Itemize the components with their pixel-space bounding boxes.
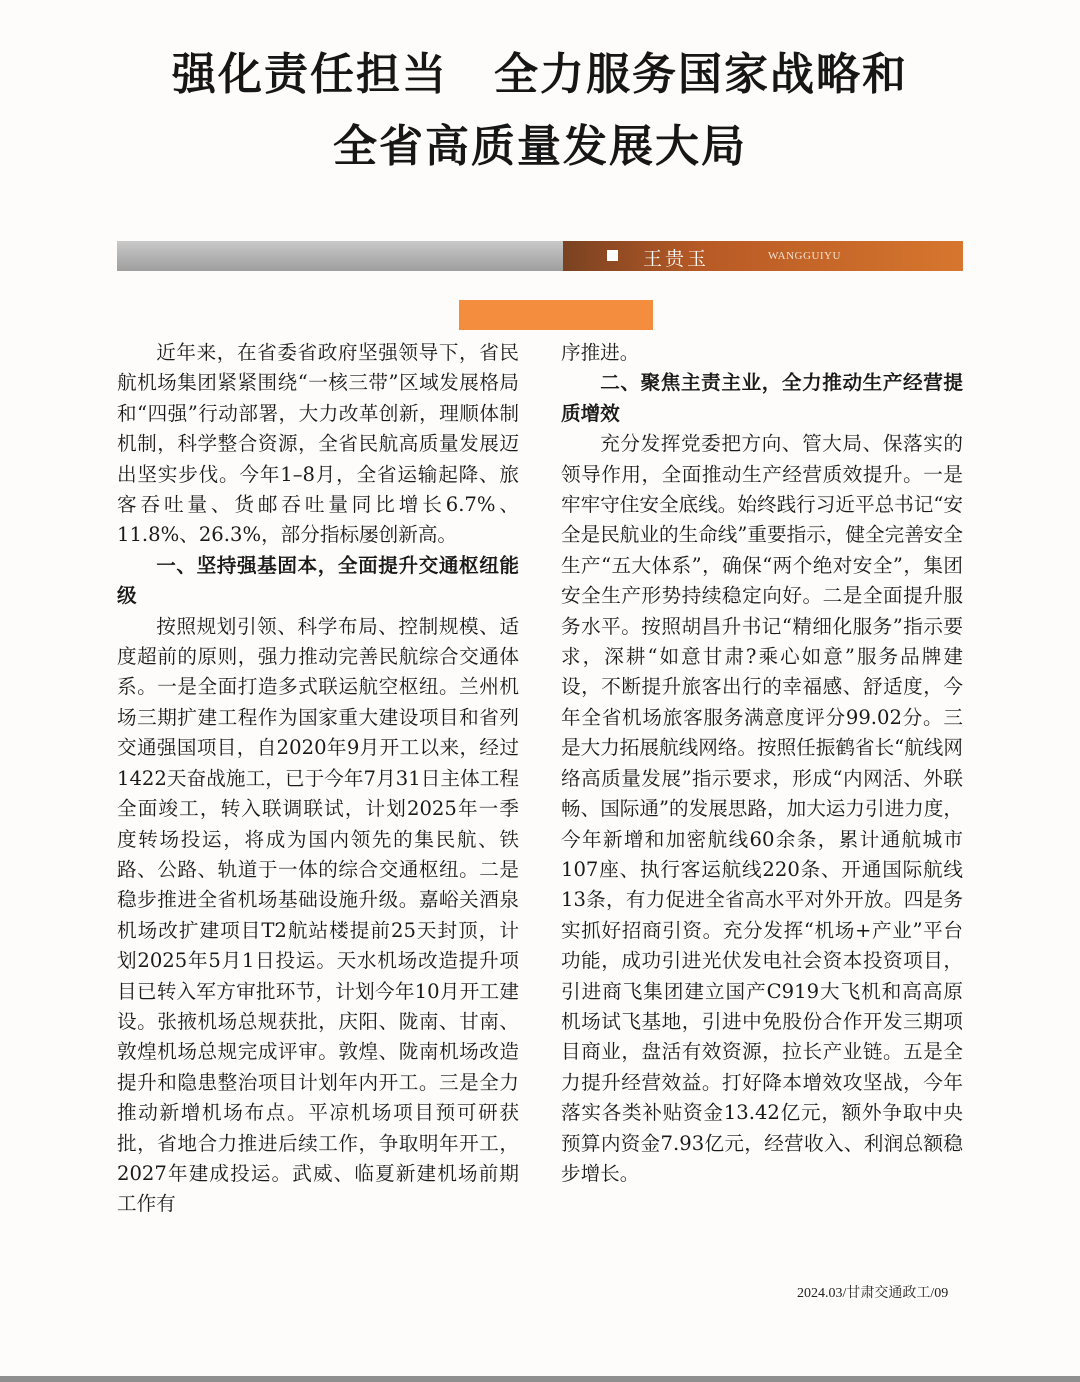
author-name: 王贵玉 (643, 248, 710, 270)
continued-text: 序推进。 (561, 341, 640, 364)
square-bullet-icon (607, 250, 618, 261)
section-heading-2: 二、聚焦主责主业，全力推动生产经营提质增效 (561, 371, 963, 425)
intro-paragraph: 近年来，在省委省政府坚强领导下，省民航机场集团紧紧围绕“一核三带”区域发展格局和“四强”行动部署，大力改革创新，理顺体制机制，科学整合资源，全省民航高质量发展迈出坚实步伐。今年1–8月，全省运输起降、旅客吞吐量、货邮吞吐量同比增长6.7%、11.8%、26.3%，部分指标屡创新高。 (117, 341, 519, 547)
byline-bar (117, 241, 963, 271)
article-title-line-1: 强化责任担当 全力服务国家战略和 (172, 49, 908, 100)
footer-magazine: 甘肃交通政工 (846, 1286, 931, 1301)
bottom-rule (0, 1376, 1080, 1382)
footer-page-number: /09 (930, 1286, 949, 1301)
orange-highlight-block (459, 300, 653, 330)
section-2-paragraph: 充分发挥党委把方向、管大局、保落实的领导作用，全面推动生产经营质效提升。一是牢牢守住安全底线。始终践行习近平总书记“安全是民航业的生命线”重要指示，健全完善安全生产“五大体系”，确保“两个绝对安全”，集团安全生产形势持续稳定向好。二是全面提升服务水平。按照胡昌升书记“精细化服务”指示要求，深耕“如意甘肃?乘心如意”服务品牌建设，不断提升旅客出行的幸福感、舒适度，今年全省机场旅客服务满意度评分99.02分。三是大力拓展航线网络。按照任振鹤省长“航线网络高质量发展”指示要求，形成“内网活、外联畅、国际通”的发展思路，加大运力引进力度，今年新增和加密航线60余条，累计通航城市107座、执行客运航线220条、开通国际航线13条，有力促进全省高水平对外开放。四是务实抓好招商引资。充分发挥“机场+产业”平台功能，成功引进光伏发电社会资本投资项目，引进商飞集团建立国产C919大飞机和高高原机场试飞基地，引进中免股份合作开发三期项目商业，盘活有效资源，拉长产业链。五是全力提升经营效益。打好降本增效攻坚战，今年落实各类补贴资金13.42亿元，额外争取中央预算内资金7.93亿元，经营收入、利润总额稳步增长。 (561, 432, 963, 1185)
page-footer (797, 1282, 948, 1302)
left-column (117, 338, 519, 1220)
byline-author-panel (563, 241, 963, 271)
footer-issue: 2024.03/ (797, 1286, 847, 1301)
article-title-line-2: 全省高质量发展大局 (333, 121, 747, 172)
right-column (561, 338, 963, 1189)
section-heading-1: 一、坚持强基固本，全面提升交通枢纽能级 (117, 553, 519, 608)
author-name-pinyin: WANGGUIYU (768, 250, 841, 262)
section-1-paragraph: 按照规划引领、科学布局、控制规模、适度超前的原则，强力推动完善民航综合交通体系。一是全面打造多式联运航空枢纽。兰州机场三期扩建工程作为国家重大建设项目和省列交通强国项目，自2020年9月开工以来，经过1422天奋战施工，已于今年7月31日主体工程全面竣工，转入联调联试，计划2025年一季度转场投运，将成为国内领先的集民航、铁路、公路、轨道于一体的综合交通枢纽。二是稳步推进全省机场基础设施升级。嘉峪关酒泉机场改扩建项目T2航站楼提前25天封顶，计划2025年5月1日投运。天水机场改造提升项目已转入军方审批环节，计划今年10月开工建设。张掖机场总规获批，庆阳、陇南、甘南、敦煌机场总规完成评审。敦煌、陇南机场改造提升和隐患整治项目计划年内开工。三是全力推动新增机场布点。平凉机场项目预可研获批，省地合力推进后续工作，争取明年开工，2027年建成投运。武威、临夏新建机场前期工作有 (117, 614, 519, 1216)
